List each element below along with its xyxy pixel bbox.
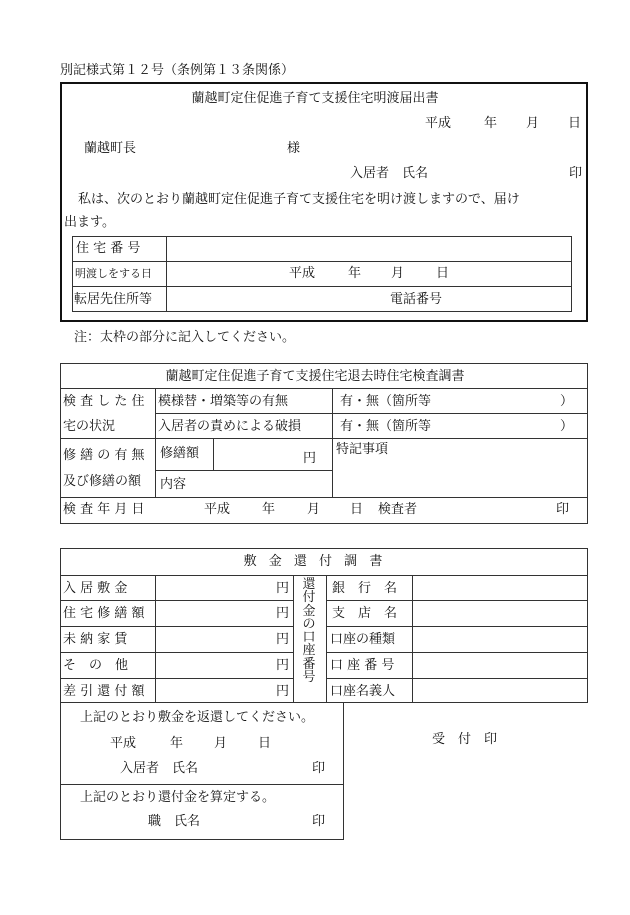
notice-date-day: 日 bbox=[568, 116, 582, 131]
inspect-date-era: 平成 bbox=[204, 502, 231, 517]
staff-seal: 印 bbox=[312, 814, 326, 829]
deposit-row-yen: 円 bbox=[276, 684, 290, 699]
deposit-row-yen: 円 bbox=[276, 581, 290, 596]
bank-row-label: 口座名義人 bbox=[330, 684, 396, 699]
remodel-label: 模様替・増築等の有無 bbox=[158, 394, 289, 409]
inspector-seal: 印 bbox=[556, 502, 570, 517]
deposit-row-label: 差 引 還 付 額 bbox=[63, 684, 145, 699]
repair-content-label: 内容 bbox=[160, 477, 187, 492]
damage-label: 入居者の責めによる破損 bbox=[158, 419, 302, 434]
special-notes-label: 特記事項 bbox=[336, 442, 389, 457]
receipt-seal-label: 受 付 印 bbox=[432, 732, 498, 747]
phone-label: 電話番号 bbox=[390, 292, 443, 307]
notice-date-year: 年 bbox=[484, 116, 498, 131]
request-date-day: 日 bbox=[258, 736, 272, 751]
resident-name-label: 入居者 氏名 bbox=[350, 166, 429, 181]
house-number-label: 住 宅 番 号 bbox=[76, 241, 141, 256]
house-state-label-1: 検 査 し た 住 bbox=[63, 394, 145, 409]
deposit-row-label: 未 納 家 賃 bbox=[63, 632, 128, 647]
notice-date-month: 月 bbox=[526, 116, 540, 131]
inspection-title: 蘭越町定住促進子育て支援住宅退去時住宅検査調書 bbox=[165, 369, 465, 384]
deposit-row-label: そ の 他 bbox=[63, 658, 129, 673]
form-label: 別記様式第１２号（条例第１３条関係） bbox=[60, 63, 295, 78]
inspect-date-month: 月 bbox=[307, 502, 321, 517]
notice-body-line2: 出ます。 bbox=[64, 215, 115, 230]
recipient: 蘭越町長 bbox=[84, 141, 137, 156]
inspect-date-day: 日 bbox=[350, 502, 364, 517]
seal-mark: 印 bbox=[569, 166, 583, 181]
bank-row-label: 銀 行 名 bbox=[332, 581, 398, 596]
remodel-close-paren: ） bbox=[560, 394, 574, 409]
repair-amount-label: 修繕額 bbox=[160, 446, 200, 461]
request-date-month: 月 bbox=[214, 736, 228, 751]
notice-body-line1: 私は、次のとおり蘭越町定住促進子育て支援住宅を明け渡しますので、届け bbox=[78, 192, 520, 207]
remodel-yes-no: 有・無（箇所等 bbox=[340, 394, 432, 409]
return-request-text: 上記のとおり敷金を返還してください。 bbox=[80, 710, 315, 725]
deposit-row-yen: 円 bbox=[276, 632, 290, 647]
deposit-row-yen: 円 bbox=[276, 606, 290, 621]
staff-name-label: 職 氏名 bbox=[148, 814, 201, 829]
honorific: 様 bbox=[287, 141, 301, 156]
bank-row-label: 口 座 番 号 bbox=[330, 658, 395, 673]
move-out-date-day: 日 bbox=[436, 266, 450, 281]
repair-label-1: 修 繕 の 有 無 bbox=[63, 448, 145, 463]
move-out-date-era: 平成 bbox=[289, 266, 316, 281]
repair-label-2: 及び修繕の額 bbox=[63, 474, 142, 489]
request-date-year: 年 bbox=[170, 736, 184, 751]
damage-yes-no: 有・無（箇所等 bbox=[340, 419, 432, 434]
request-resident-name-label: 入居者 氏名 bbox=[120, 761, 199, 776]
bank-row-label: 支 店 名 bbox=[332, 606, 398, 621]
damage-close-paren: ） bbox=[560, 419, 574, 434]
notice-date-era: 平成 bbox=[425, 116, 452, 131]
bank-row-label: 口座の種類 bbox=[330, 632, 396, 647]
refund-account-vertical-label: 還付金の口座番号 bbox=[302, 577, 316, 685]
request-date-era: 平成 bbox=[110, 736, 137, 751]
house-state-label-2: 宅の状況 bbox=[63, 419, 116, 434]
inspector-label: 検査者 bbox=[378, 502, 418, 517]
deposit-row-label: 入 居 敷 金 bbox=[63, 581, 128, 596]
inspect-date-year: 年 bbox=[262, 502, 276, 517]
inspect-date-label: 検 査 年 月 日 bbox=[63, 502, 145, 517]
new-address-label: 転居先住所等 bbox=[74, 292, 153, 307]
notice-title: 蘭越町定住促進子育て支援住宅明渡届出書 bbox=[191, 91, 439, 106]
note-text: 注：太枠の部分に記入してください。 bbox=[74, 330, 296, 345]
deposit-row-label: 住 宅 修 繕 額 bbox=[63, 606, 145, 621]
calculation-text: 上記のとおり還付金を算定する。 bbox=[80, 790, 276, 805]
deposit-title: 敷 金 還 付 調 書 bbox=[243, 554, 387, 569]
repair-amount-yen: 円 bbox=[303, 451, 317, 466]
move-out-date-month: 月 bbox=[391, 266, 405, 281]
move-out-date-label: 明渡しをする日 bbox=[75, 267, 152, 280]
deposit-row-yen: 円 bbox=[276, 658, 290, 673]
request-resident-seal: 印 bbox=[312, 761, 326, 776]
move-out-date-year: 年 bbox=[348, 266, 362, 281]
